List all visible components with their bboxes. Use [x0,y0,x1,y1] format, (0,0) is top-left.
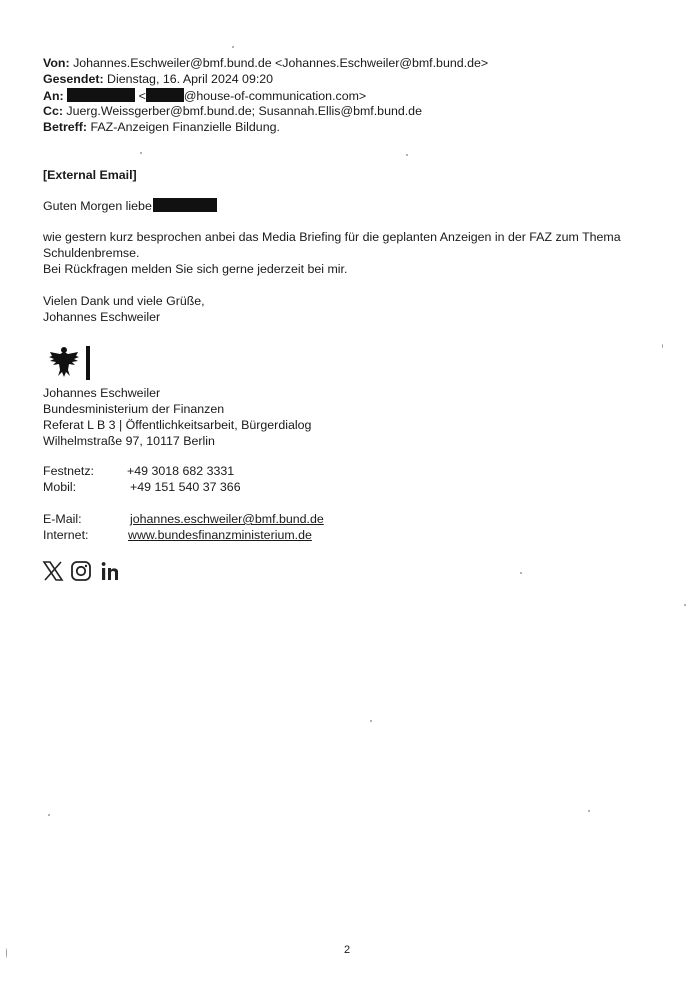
paragraph-line-2: Schuldenbremse. [43,246,140,260]
to-domain: @house-of-communication.com> [183,89,367,103]
email-link[interactable]: johannes.eschweiler@bmf.bund.de [130,512,324,526]
scan-speck [232,46,234,48]
sent-line [43,72,273,87]
subject-value: FAZ-Anzeigen Finanzielle Bildung. [90,120,280,134]
redaction-block [153,198,217,212]
to-line [43,88,366,104]
subject-label: Betreff: [43,120,88,134]
sent-value: Dienstag, 16. April 2024 09:20 [107,72,274,86]
redaction-block [67,88,135,102]
scan-speck [588,810,590,812]
scan-speck [684,604,686,606]
closing-line: Vielen Dank und viele Grüße, [43,294,205,308]
cc-line [43,104,422,119]
subject-line [43,120,280,135]
external-email-tag: [External Email] [43,168,137,182]
cc-label: Cc: [43,104,63,118]
greeting-text: Guten Morgen liebe [43,199,152,213]
email-label: E-Mail: [43,512,82,526]
web-label: Internet: [43,528,89,542]
mobile-label: Mobil: [43,480,77,494]
from-label: Von: [43,56,70,70]
greeting-line [43,198,217,214]
scan-speck [140,152,142,154]
to-lt: < [138,89,146,103]
scan-speck [6,948,7,958]
paragraph-line-1: wie gestern kurz besprochen anbei das Media Briefing für die geplanten Anzeigen in der FAZ zum Thema [43,230,621,244]
linkedin-icon[interactable] [100,560,122,582]
from-line [43,56,488,71]
mobile-value: +49 151 540 37 366 [130,480,241,494]
signature-unit: Referat L B 3 | Öffentlichkeitsarbeit, Bürgerdialog [43,418,312,432]
x-icon[interactable] [42,560,64,582]
redaction-block [146,88,184,102]
phone-value: +49 3018 682 3331 [127,464,235,478]
web-link[interactable]: www.bundesfinanzministerium.de [128,528,312,542]
from-value: Johannes.Eschweiler@bmf.bund.de <Johannes.Eschweiler@bmf.bund.de> [73,56,489,70]
signature-address: Wilhelmstraße 97, 10117 Berlin [43,434,215,448]
instagram-icon[interactable] [70,560,92,582]
scan-speck [370,720,372,722]
scan-speck [662,344,663,348]
scan-speck [406,154,408,156]
closing-name: Johannes Eschweiler [43,310,161,324]
to-label: An: [43,89,64,103]
scan-speck [520,572,522,574]
paragraph-line-3: Bei Rückfragen melden Sie sich gerne jederzeit bei mir. [43,262,348,276]
email-row [43,512,324,527]
signature-name: Johannes Eschweiler [43,386,161,400]
phone-row [43,464,234,479]
federal-eagle-logo [46,344,96,380]
signature-org: Bundesministerium der Finanzen [43,402,225,416]
scan-speck [48,814,50,816]
web-row [43,528,312,543]
cc-value: Juerg.Weissgerber@bmf.bund.de; Susannah.Ellis@bmf.bund.de [66,104,422,118]
page-number: 2 [344,944,351,956]
mobile-row [43,480,241,495]
phone-label: Festnetz: [43,464,94,478]
sent-label: Gesendet: [43,72,104,86]
